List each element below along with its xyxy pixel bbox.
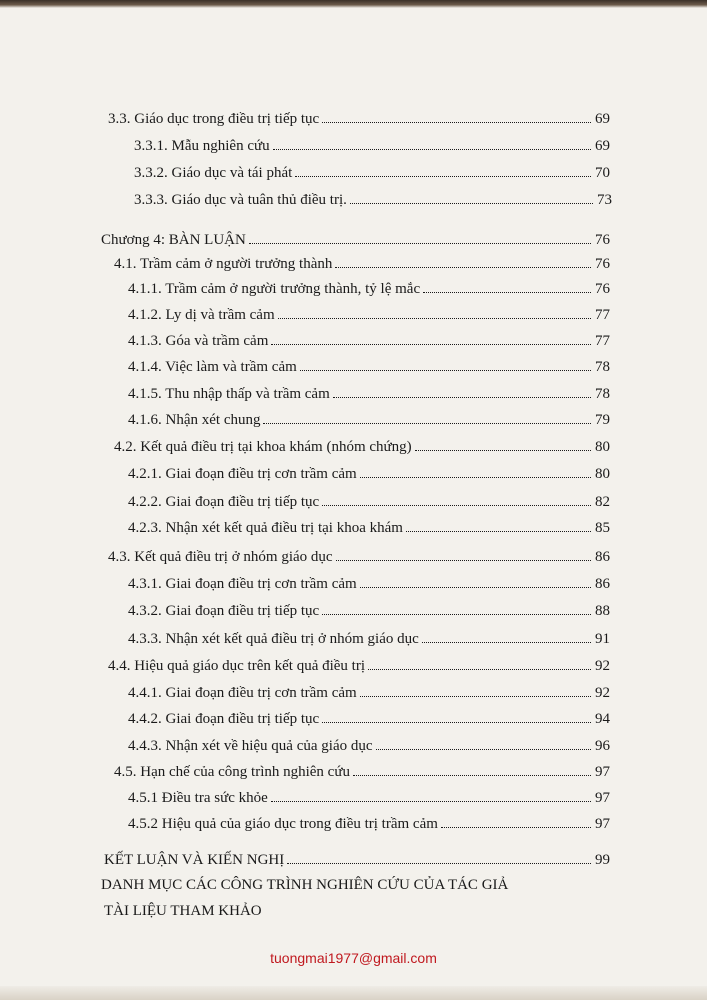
toc-entry xyxy=(101,231,610,249)
toc-entry-label: 4.5. Hạn chế của công trình nghiên cứu xyxy=(114,764,350,780)
toc-leader-dots xyxy=(271,801,591,802)
toc-entry xyxy=(128,411,610,429)
toc-entry-page: 97 xyxy=(595,816,610,832)
toc-entry-page: 70 xyxy=(595,165,610,181)
toc-entry xyxy=(134,191,612,209)
toc-entry xyxy=(128,306,610,324)
toc-entry-page: 76 xyxy=(595,232,610,248)
toc-entry-label: 3.3.3. Giáo dục và tuân thủ điều trị. xyxy=(134,192,347,208)
toc-entry-label: 4.1.6. Nhận xét chung xyxy=(128,412,261,428)
toc-leader-dots xyxy=(336,560,591,561)
toc-leader-dots xyxy=(415,450,591,451)
toc-entry xyxy=(128,630,610,648)
toc-leader-dots xyxy=(350,203,593,204)
toc-entry-label: Chương 4: BÀN LUẬN xyxy=(101,232,246,248)
toc-entry-label: 4.3.1. Giai đoạn điều trị cơn trầm cảm xyxy=(128,576,357,592)
page-bottom-edge xyxy=(0,986,707,1000)
toc-entry-label: 4.5.2 Hiệu quả của giáo dục trong điều trị trầm cảm xyxy=(128,816,438,832)
toc-entry-page: 86 xyxy=(595,576,610,592)
toc-leader-dots xyxy=(271,344,591,345)
toc-leader-dots xyxy=(360,477,591,478)
toc-entry-label: 4.4. Hiệu quả giáo dục trên kết quả điều trị xyxy=(108,658,366,674)
toc-entry-page: 69 xyxy=(595,138,610,154)
toc-leader-dots xyxy=(322,122,591,123)
toc-entry xyxy=(108,657,610,675)
toc-entry xyxy=(128,385,610,403)
toc-entry-label: 4.1.1. Trầm cảm ở người trưởng thành, tỷ lệ mắc xyxy=(128,281,421,297)
toc-entry-page: 79 xyxy=(595,412,610,428)
toc-entry-page: 77 xyxy=(595,307,610,323)
toc-entry-label: 4.4.2. Giai đoạn điều trị tiếp tục xyxy=(128,711,320,727)
toc-entry-label: 4.4.3. Nhận xét về hiệu quả của giáo dục xyxy=(128,738,373,754)
toc-entry-label: 3.3. Giáo dục trong điều trị tiếp tục xyxy=(108,111,320,127)
toc-entry-page: 92 xyxy=(595,685,610,701)
toc-entry xyxy=(128,602,610,620)
toc-leader-dots xyxy=(423,292,591,293)
toc-entry xyxy=(128,789,610,807)
toc-entry xyxy=(128,575,610,593)
toc-entry xyxy=(114,763,610,781)
toc-entry-page: 82 xyxy=(595,494,610,510)
toc-entry-page: 80 xyxy=(595,439,610,455)
toc-leader-dots xyxy=(333,397,591,398)
toc-leader-dots xyxy=(278,318,591,319)
toc-entry-page: 96 xyxy=(595,738,610,754)
toc-leader-dots xyxy=(368,669,591,670)
toc-entry-page: 94 xyxy=(595,711,610,727)
toc-entry xyxy=(128,737,610,755)
toc-entry-page: 91 xyxy=(595,631,610,647)
toc-entry-label: 4.3. Kết quả điều trị ở nhóm giáo dục xyxy=(108,549,333,565)
footer-email: tuongmai1977@gmail.com xyxy=(270,950,437,966)
toc-entry-page: 97 xyxy=(595,790,610,806)
toc-entry-page: 78 xyxy=(595,359,610,375)
toc-entry xyxy=(114,255,610,273)
toc-entry xyxy=(128,493,610,511)
toc-entry-page: 86 xyxy=(595,549,610,565)
toc-heading-publications: DANH MỤC CÁC CÔNG TRÌNH NGHIÊN CỨU CỦA TÁC GIẢ xyxy=(101,877,509,893)
toc-leader-dots xyxy=(263,423,591,424)
toc-entry xyxy=(128,710,610,728)
toc-entry xyxy=(134,164,610,182)
toc-entry-page: 78 xyxy=(595,386,610,402)
toc-entry-page: 92 xyxy=(595,658,610,674)
toc-entry-page: 76 xyxy=(595,256,610,272)
toc-entry-label: 4.5.1 Điều tra sức khỏe xyxy=(128,790,268,806)
toc-leader-dots xyxy=(360,696,591,697)
toc-leader-dots xyxy=(406,531,591,532)
toc-entry-page: 80 xyxy=(595,466,610,482)
toc-entry-label: 4.1. Trầm cảm ở người trưởng thành xyxy=(114,256,333,272)
toc-entry-label: 4.1.5. Thu nhập thấp và trầm cảm xyxy=(128,386,330,402)
toc-entry-label: 3.3.2. Giáo dục và tái phát xyxy=(134,165,293,181)
toc-leader-dots xyxy=(249,243,591,244)
toc-entry-page: 73 xyxy=(597,192,612,208)
toc-entry-label: 4.1.2. Ly dị và trầm cảm xyxy=(128,307,275,323)
toc-leader-dots xyxy=(287,863,591,864)
toc-entry-page: 88 xyxy=(595,603,610,619)
toc-leader-dots xyxy=(300,370,591,371)
toc-entry-page: 85 xyxy=(595,520,610,536)
toc-entry xyxy=(108,548,610,566)
toc-entry xyxy=(128,684,610,702)
toc-entry xyxy=(128,332,610,350)
toc-entry-label: 4.1.4. Việc làm và trầm cảm xyxy=(128,359,297,375)
toc-entry-label: 4.2.1. Giai đoạn điều trị cơn trầm cảm xyxy=(128,466,357,482)
toc-leader-dots xyxy=(322,722,591,723)
toc-entry xyxy=(128,465,610,483)
toc-entry-label: 4.2.3. Nhận xét kết quả điều trị tại khoa khám xyxy=(128,520,403,536)
toc-entry-label: 4.2. Kết quả điều trị tại khoa khám (nhóm chứng) xyxy=(114,439,412,455)
toc-entry xyxy=(128,358,610,376)
toc-entry-label: 4.1.3. Góa và trầm cảm xyxy=(128,333,269,349)
toc-entry xyxy=(128,815,610,833)
toc-entry xyxy=(128,519,610,537)
toc-leader-dots xyxy=(441,827,591,828)
toc-entry-label: 4.4.1. Giai đoạn điều trị cơn trầm cảm xyxy=(128,685,357,701)
toc-entry-label: KẾT LUẬN VÀ KIẾN NGHỊ xyxy=(104,852,285,868)
toc-entry xyxy=(114,438,610,456)
toc-leader-dots xyxy=(335,267,591,268)
toc-entry-label: 4.2.2. Giai đoạn điều trị tiếp tục xyxy=(128,494,320,510)
toc-entry xyxy=(128,280,610,298)
toc-leader-dots xyxy=(360,587,591,588)
toc-entry xyxy=(108,110,610,128)
toc-entry xyxy=(134,137,610,155)
toc-entry-label: 3.3.1. Mẫu nghiên cứu xyxy=(134,138,270,154)
toc-leader-dots xyxy=(322,505,591,506)
toc-entry-label: 4.3.3. Nhận xét kết quả điều trị ở nhóm giáo dục xyxy=(128,631,419,647)
toc-entry xyxy=(104,851,610,869)
toc-leader-dots xyxy=(322,614,591,615)
toc-heading-references: TÀI LIỆU THAM KHẢO xyxy=(104,903,262,919)
toc-entry-label: 4.3.2. Giai đoạn điều trị tiếp tục xyxy=(128,603,320,619)
toc-leader-dots xyxy=(376,749,591,750)
toc-entry-page: 76 xyxy=(595,281,610,297)
toc-entry-page: 99 xyxy=(595,852,610,868)
toc-entry-page: 77 xyxy=(595,333,610,349)
toc-leader-dots xyxy=(273,149,591,150)
toc-entry-page: 97 xyxy=(595,764,610,780)
toc-leader-dots xyxy=(295,176,591,177)
toc-leader-dots xyxy=(353,775,591,776)
toc-leader-dots xyxy=(422,642,591,643)
toc-entry-page: 69 xyxy=(595,111,610,127)
